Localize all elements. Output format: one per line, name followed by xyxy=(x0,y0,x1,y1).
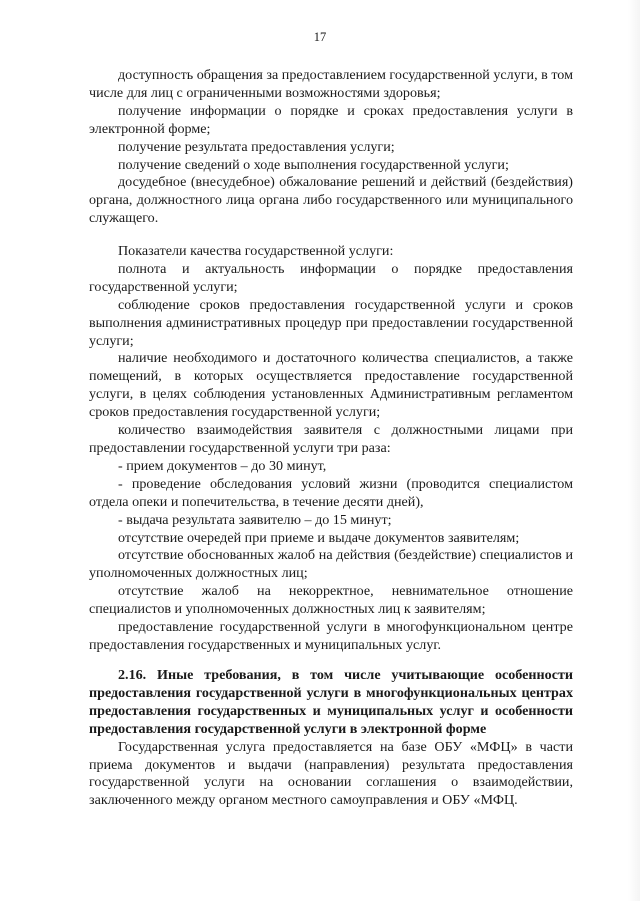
paragraph: Показатели качества государственной услуги: xyxy=(118,243,394,259)
paragraph: Государственная услуга предоставляется на базе ОБУ «МФЦ» в части приема документов и выдачи (направления) результата предоставления государственной услуги на основании соглашения о взаимодействии, заключенного между органом местного самоуправления и ОБУ «МФЦ. xyxy=(89,738,573,809)
paragraph: получение информации о порядке и сроках предоставления услуги в электронной форме; xyxy=(89,102,573,137)
availability-indicators xyxy=(89,67,573,228)
paragraph: предоставление государственной услуги в многофункциональном центре предоставления государственных и муниципальных услуг. xyxy=(89,619,573,653)
page-number: 17 xyxy=(313,30,327,44)
paragraph: полнота и актуальность информации о порядке предоставления государственной услуги; xyxy=(89,260,573,295)
paragraph: наличие необходимого и достаточного количества специалистов, а также помещений, в которых осуществляется предоставление государственной услуги, в целях соблюдения установленных Административным регламентом сроков предоставления государственной услуги; xyxy=(89,350,573,421)
paragraph: получение результата предоставления услуги; xyxy=(118,138,395,155)
paragraph: отсутствие очередей при приеме и выдаче документов заявителям; xyxy=(118,529,520,546)
scan-edge-shadow xyxy=(628,0,640,901)
list-item: - выдача результата заявителю – до 15 минут; xyxy=(118,511,392,528)
paragraph: получение сведений о ходе выполнения государственной услуги; xyxy=(118,156,509,173)
paragraph: соблюдение сроков предоставления государственной услуги и сроков выполнения административных процедур при предоставлении государственной услуги; xyxy=(89,296,573,349)
paragraph: доступность обращения за предоставлением государственной услуги, в том числе для лиц с ограниченными возможностями здоровья; xyxy=(89,67,573,101)
list-item: - проведение обследования условий жизни (проводится специалистом отдела опеки и попечительства, в течение десяти дней), xyxy=(89,475,573,510)
paragraph: досудебное (внесудебное) обжалование решений и действий (бездействия) органа, должностного лица органа либо государственного или муниципального служащего. xyxy=(89,174,573,227)
section-heading: 2.16. Иные требования, в том числе учитывающие особенности предоставления государственной услуги в многофункциональных центрах предоставления государственных и муниципальных услуг и особенности предоставления государственной услуги в электронной форме xyxy=(89,667,573,737)
paragraph: количество взаимодействия заявителя с должностными лицами при предоставлении государственной услуги три раза: xyxy=(89,422,573,456)
list-item: - прием документов – до 30 минут, xyxy=(118,457,327,474)
paragraph: отсутствие жалоб на некорректное, невнимательное отношение специалистов и уполномоченных должностных лиц к заявителям; xyxy=(89,583,573,618)
paragraph: отсутствие обоснованных жалоб на действия (бездействие) специалистов и уполномоченных должностных лиц; xyxy=(89,547,573,582)
section-2-16 xyxy=(89,667,573,810)
quality-indicators xyxy=(89,243,573,655)
